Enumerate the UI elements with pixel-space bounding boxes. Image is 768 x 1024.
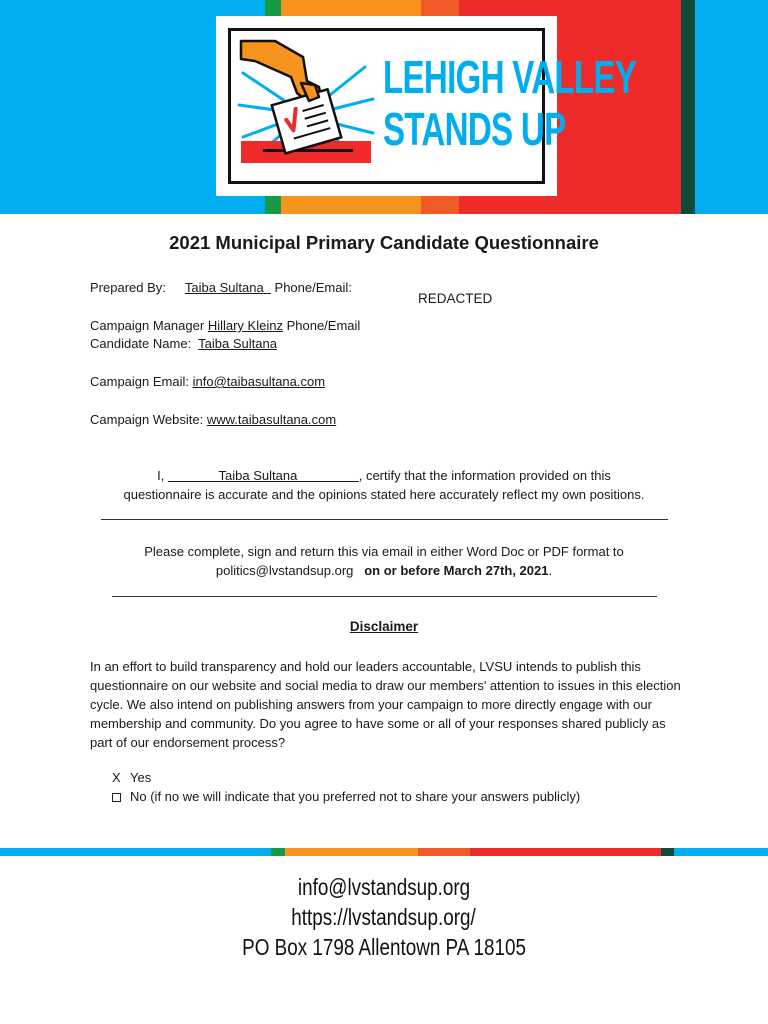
- campaign-email-row: [90, 374, 325, 389]
- candidate-row: [90, 336, 277, 351]
- option-yes[interactable]: [112, 770, 151, 785]
- phone-email-label: Phone/Email:: [274, 280, 352, 295]
- stripe-dark-green: [681, 0, 695, 214]
- certification-statement: [60, 466, 708, 504]
- certify-text-2: questionnaire is accurate and the opinions stated here accurately reflect my own positions.: [123, 487, 645, 502]
- divider-2: [112, 596, 657, 597]
- logo: [216, 16, 637, 196]
- campaign-manager-row: [90, 318, 360, 333]
- instructions-end: .: [548, 563, 553, 578]
- campaign-website-link[interactable]: www.taibasultana.com: [206, 412, 337, 427]
- instructions: [60, 542, 708, 580]
- campaign-manager-phone-label: Phone/Email: [286, 318, 361, 333]
- candidate-label: Candidate Name:: [90, 336, 192, 351]
- logo-line-1: LEHIGH VALLEY: [383, 51, 637, 103]
- stripe-blue-right: [695, 0, 768, 214]
- campaign-manager-value: Hillary Kleinz: [207, 318, 283, 333]
- logo-line-2: STANDS UP: [383, 103, 566, 155]
- disclaimer-heading: Disclaimer: [349, 619, 419, 634]
- prepared-by-label: Prepared By:: [90, 280, 166, 295]
- checkbox-icon[interactable]: [112, 793, 121, 802]
- instructions-deadline: on or before March 27th, 2021: [364, 563, 549, 578]
- divider-1: [101, 519, 668, 520]
- prepared-by-row: [90, 280, 352, 295]
- option-yes-mark: X: [112, 770, 121, 785]
- logo-frame: [228, 28, 637, 184]
- option-no[interactable]: [112, 789, 580, 804]
- option-no-label: No (if no we will indicate that you preferred not to share your answers publicly): [130, 789, 581, 804]
- disclaimer-body: In an effort to build transparency and hold our leaders accountable, LVSU intends to publish this questionnaire on our website and social media to draw our members' attention to issues in this election cycle. We also intend on publishing answers from your campaign to more directly engage with our membership and community. Do you agree to have some or all of your responses shared publicly as part of our endorsement process?: [90, 659, 681, 750]
- instructions-line-1: Please complete, sign and return this via email in either Word Doc or PDF format to: [144, 544, 624, 559]
- campaign-email-label: Campaign Email:: [90, 374, 189, 389]
- certify-text-1: , certify that the information provided on this: [358, 468, 611, 483]
- instructions-email[interactable]: politics@lvstandsup.org: [215, 563, 354, 578]
- footer-address: PO Box 1798 Allentown PA 18105: [242, 934, 526, 960]
- footer-url[interactable]: https://lvstandsup.org/: [291, 904, 477, 930]
- footer-email[interactable]: info@lvstandsup.org: [297, 874, 471, 900]
- prepared-by-value: Taiba Sultana: [184, 280, 264, 295]
- campaign-website-label: Campaign Website:: [90, 412, 204, 427]
- candidate-value: Taiba Sultana: [198, 336, 277, 351]
- footer-stripe: [0, 848, 768, 856]
- ballot-hand-icon: [235, 37, 377, 177]
- option-yes-label: Yes: [130, 770, 152, 785]
- campaign-email-link[interactable]: info@taibasultana.com: [192, 374, 326, 389]
- page-title: 2021 Municipal Primary Candidate Questionnaire: [169, 232, 599, 253]
- certify-prefix: I,: [157, 468, 165, 483]
- phone-email-value: REDACTED: [418, 291, 493, 306]
- certify-name: Taiba Sultana: [218, 468, 298, 483]
- logo-wordmark: [383, 51, 637, 155]
- campaign-manager-label: Campaign Manager: [90, 318, 205, 333]
- campaign-website-row: [90, 412, 336, 427]
- footer: [0, 856, 768, 1024]
